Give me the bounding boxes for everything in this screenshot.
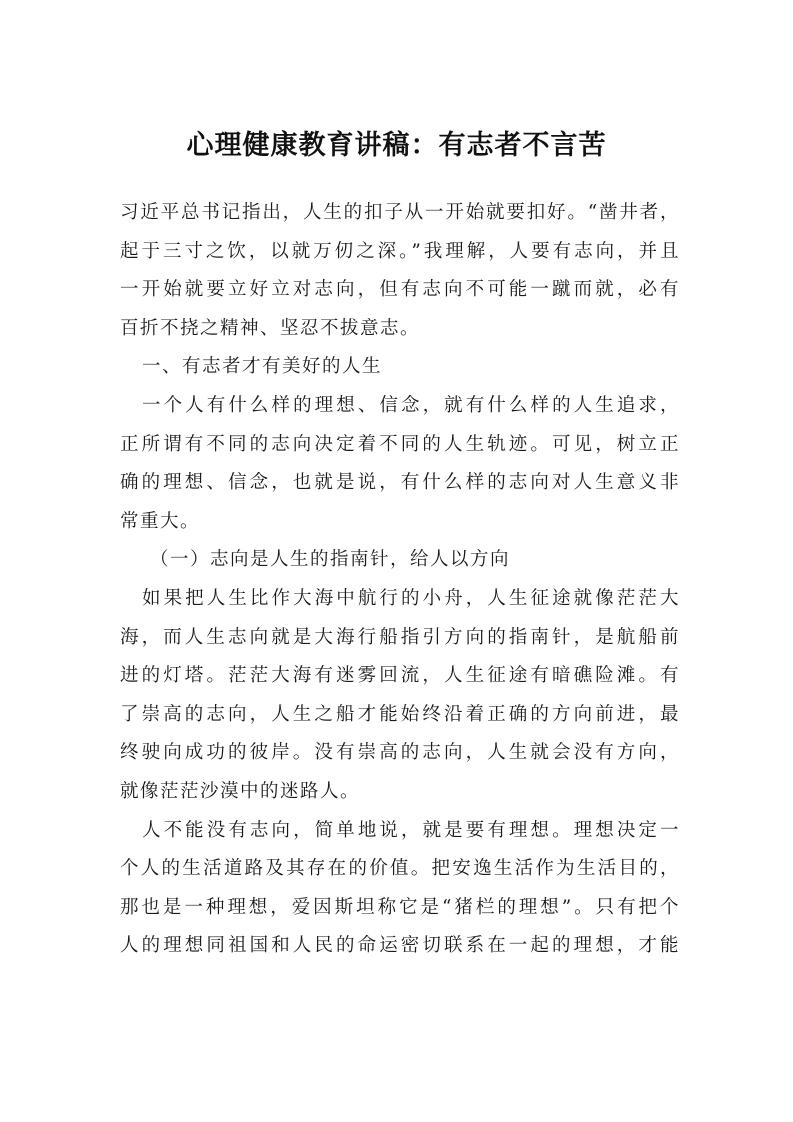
text-line: 个人的生活道路及其存在的价值。把安逸生活作为生活目的，	[120, 858, 680, 880]
text-line: 正所谓有不同的志向决定着不同的人生轨迹。可见，树立正	[120, 433, 680, 455]
text-line: 如果把人生比作大海中航行的小舟，人生征途就像茫茫大	[142, 587, 680, 609]
text-line: 起于三寸之饮，以就万仞之深。”我理解，人要有志向，并且	[120, 240, 680, 262]
text-line: 百折不挠之精神、坚忍不拔意志。	[120, 317, 421, 339]
text-line: 常重大。	[120, 510, 201, 532]
text-line: 一开始就要立好立对志向，但有志向不可能一蹴而就，必有	[120, 279, 680, 301]
text-line: 海，而人生志向就是大海行船指引方向的指南针，是航船前	[120, 626, 680, 648]
text-line: 人不能没有志向，简单地说，就是要有理想。理想决定一	[142, 819, 680, 841]
text-line: 进的灯塔。茫茫大海有迷雾回流，人生征途有暗礁险滩。有	[120, 665, 680, 687]
document-title: 心理健康教育讲稿：有志者不言苦	[186, 130, 607, 161]
text-line: 就像茫茫沙漠中的迷路人。	[120, 780, 361, 802]
text-line: 习近平总书记指出，人生的扣子从一开始就要扣好。“凿井者，	[120, 202, 680, 223]
section-heading: 一、有志者才有美好的人生	[142, 356, 383, 378]
subsection-heading: （一）志向是人生的指南针，给人以方向	[150, 549, 511, 571]
text-line: 了崇高的志向，人生之船才能始终沿着正确的方向前进，最	[120, 703, 680, 725]
document-body	[120, 194, 680, 966]
text-line: 一个人有什么样的理想、信念，就有什么样的人生追求，	[142, 394, 680, 416]
text-line: 那也是一种理想，爱因斯坦称它是“猪栏的理想”。只有把个	[120, 896, 680, 918]
text-line: 确的理想、信念，也就是说，有什么样的志向对人生意义非	[120, 472, 680, 494]
text-line: 终驶向成功的彼岸。没有崇高的志向，人生就会没有方向，	[120, 742, 680, 764]
text-line: 人的理想同祖国和人民的命运密切联系在一起的理想，才能	[120, 935, 680, 957]
